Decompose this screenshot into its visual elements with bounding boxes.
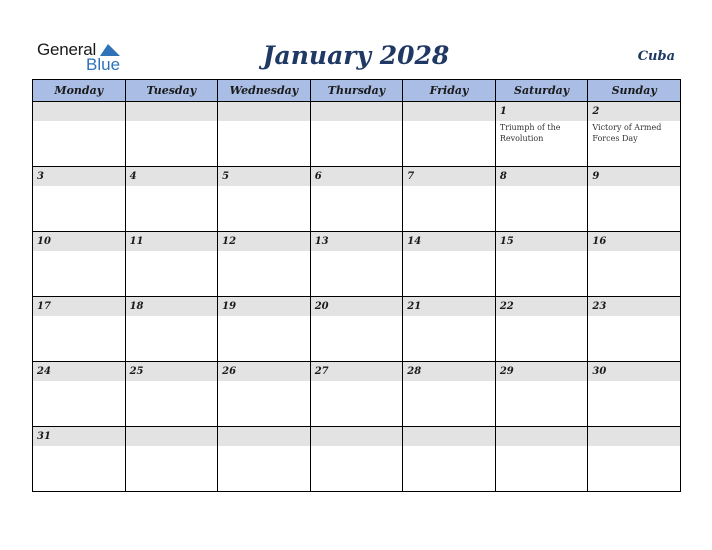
holiday-label	[218, 186, 310, 187]
day-cell	[33, 427, 126, 492]
day-number: 16	[588, 232, 680, 251]
holiday-label	[403, 186, 495, 187]
holiday-label	[403, 251, 495, 252]
day-cell	[310, 297, 403, 362]
day-number	[403, 102, 495, 121]
day-cell	[218, 232, 311, 297]
day-number: 24	[33, 362, 125, 381]
day-number: 7	[403, 167, 495, 186]
holiday-label: Victory of Armed Forces Day	[592, 123, 662, 143]
holiday-label	[218, 316, 310, 317]
day-cell	[310, 102, 403, 167]
holiday-label	[126, 186, 218, 187]
holiday-label	[126, 446, 218, 447]
holiday-label	[403, 446, 495, 447]
logo-text-blue: Blue	[86, 55, 121, 74]
holiday-label	[33, 121, 125, 122]
day-number: 15	[496, 232, 588, 251]
day-cell	[310, 232, 403, 297]
holiday-label	[311, 186, 403, 187]
day-cell	[588, 427, 681, 492]
day-cell	[403, 297, 496, 362]
day-number: 18	[126, 297, 218, 316]
holiday-label	[311, 121, 403, 122]
day-cell	[218, 167, 311, 232]
holiday-label	[496, 316, 588, 317]
day-number: 5	[218, 167, 310, 186]
day-number	[218, 102, 310, 121]
day-number: 29	[496, 362, 588, 381]
weekday-thursday: Thursday	[310, 80, 403, 102]
day-cell	[125, 362, 218, 427]
day-cell	[588, 232, 681, 297]
day-cell	[310, 167, 403, 232]
holiday-label	[33, 316, 125, 317]
day-cell	[125, 102, 218, 167]
day-cell	[125, 232, 218, 297]
day-cell	[495, 102, 588, 167]
holiday-label	[588, 381, 680, 382]
weekday-monday: Monday	[33, 80, 126, 102]
day-cell	[33, 297, 126, 362]
day-number: 9	[588, 167, 680, 186]
day-cell	[218, 362, 311, 427]
day-cell	[218, 102, 311, 167]
day-cell	[495, 232, 588, 297]
day-number: 31	[33, 427, 125, 446]
day-number: 23	[588, 297, 680, 316]
week-row	[33, 102, 681, 167]
day-number: 1	[496, 102, 588, 121]
day-number: 6	[311, 167, 403, 186]
logo-text-general: General	[37, 40, 97, 59]
day-cell	[403, 167, 496, 232]
day-number: 12	[218, 232, 310, 251]
holiday-label	[126, 251, 218, 252]
holiday-label	[33, 446, 125, 447]
holiday-label	[588, 446, 680, 447]
day-cell	[310, 362, 403, 427]
holiday-label	[588, 251, 680, 252]
day-cell	[588, 102, 681, 167]
day-cell	[33, 362, 126, 427]
holiday-label	[126, 121, 218, 122]
holiday-label	[311, 316, 403, 317]
day-cell	[588, 297, 681, 362]
day-number: 20	[311, 297, 403, 316]
holiday-label	[588, 186, 680, 187]
day-number	[403, 427, 495, 446]
day-number: 13	[311, 232, 403, 251]
day-number: 11	[126, 232, 218, 251]
day-cell	[125, 167, 218, 232]
day-number: 25	[126, 362, 218, 381]
page-title: January 2028	[262, 41, 450, 70]
day-cell	[403, 232, 496, 297]
day-number: 19	[218, 297, 310, 316]
day-number: 2	[588, 102, 680, 121]
day-cell	[33, 167, 126, 232]
day-number	[311, 102, 403, 121]
holiday-label	[496, 251, 588, 252]
day-number: 3	[33, 167, 125, 186]
holiday-label: Triumph of the Revolution	[499, 123, 561, 143]
holiday-label	[311, 446, 403, 447]
day-number: 30	[588, 362, 680, 381]
day-number	[126, 102, 218, 121]
holiday-label	[496, 381, 588, 382]
holiday-label	[403, 121, 495, 122]
day-number	[496, 427, 588, 446]
day-number: 28	[403, 362, 495, 381]
calendar-grid	[32, 79, 681, 492]
day-cell	[403, 427, 496, 492]
weekday-friday: Friday	[403, 80, 496, 102]
holiday-label	[311, 381, 403, 382]
weekday-tuesday: Tuesday	[125, 80, 218, 102]
holiday-label	[311, 251, 403, 252]
day-cell	[310, 427, 403, 492]
holiday-label	[218, 251, 310, 252]
holiday-label	[496, 446, 588, 447]
holiday-label	[218, 446, 310, 447]
holiday-label	[403, 316, 495, 317]
week-row	[33, 232, 681, 297]
day-cell	[218, 297, 311, 362]
day-cell	[125, 427, 218, 492]
day-number: 21	[403, 297, 495, 316]
weekday-wednesday: Wednesday	[218, 80, 311, 102]
holiday-label	[218, 381, 310, 382]
holiday-label	[496, 186, 588, 187]
weekday-header-row	[33, 80, 681, 102]
day-number: 4	[126, 167, 218, 186]
day-cell	[403, 102, 496, 167]
day-cell	[125, 297, 218, 362]
weekday-saturday: Saturday	[495, 80, 588, 102]
country-label: Cuba	[637, 49, 675, 64]
day-cell	[218, 427, 311, 492]
day-cell	[403, 362, 496, 427]
day-number: 26	[218, 362, 310, 381]
weekday-sunday: Sunday	[588, 80, 681, 102]
day-number	[311, 427, 403, 446]
day-cell	[495, 167, 588, 232]
holiday-label	[126, 381, 218, 382]
holiday-label	[33, 186, 125, 187]
day-number: 17	[33, 297, 125, 316]
week-row	[33, 427, 681, 492]
day-cell	[33, 232, 126, 297]
week-row	[33, 167, 681, 232]
holiday-label	[218, 121, 310, 122]
day-cell	[588, 362, 681, 427]
day-number	[33, 102, 125, 121]
day-number: 27	[311, 362, 403, 381]
holiday-label	[403, 381, 495, 382]
day-cell	[495, 427, 588, 492]
holiday-label	[588, 316, 680, 317]
day-number: 14	[403, 232, 495, 251]
day-cell	[495, 297, 588, 362]
day-number: 10	[33, 232, 125, 251]
day-cell	[495, 362, 588, 427]
week-row	[33, 362, 681, 427]
holiday-label	[33, 381, 125, 382]
day-number	[218, 427, 310, 446]
day-number: 22	[496, 297, 588, 316]
holiday-label	[126, 316, 218, 317]
week-row	[33, 297, 681, 362]
day-number	[588, 427, 680, 446]
holiday-label	[33, 251, 125, 252]
day-number: 8	[496, 167, 588, 186]
day-cell	[588, 167, 681, 232]
day-number	[126, 427, 218, 446]
day-cell	[33, 102, 126, 167]
